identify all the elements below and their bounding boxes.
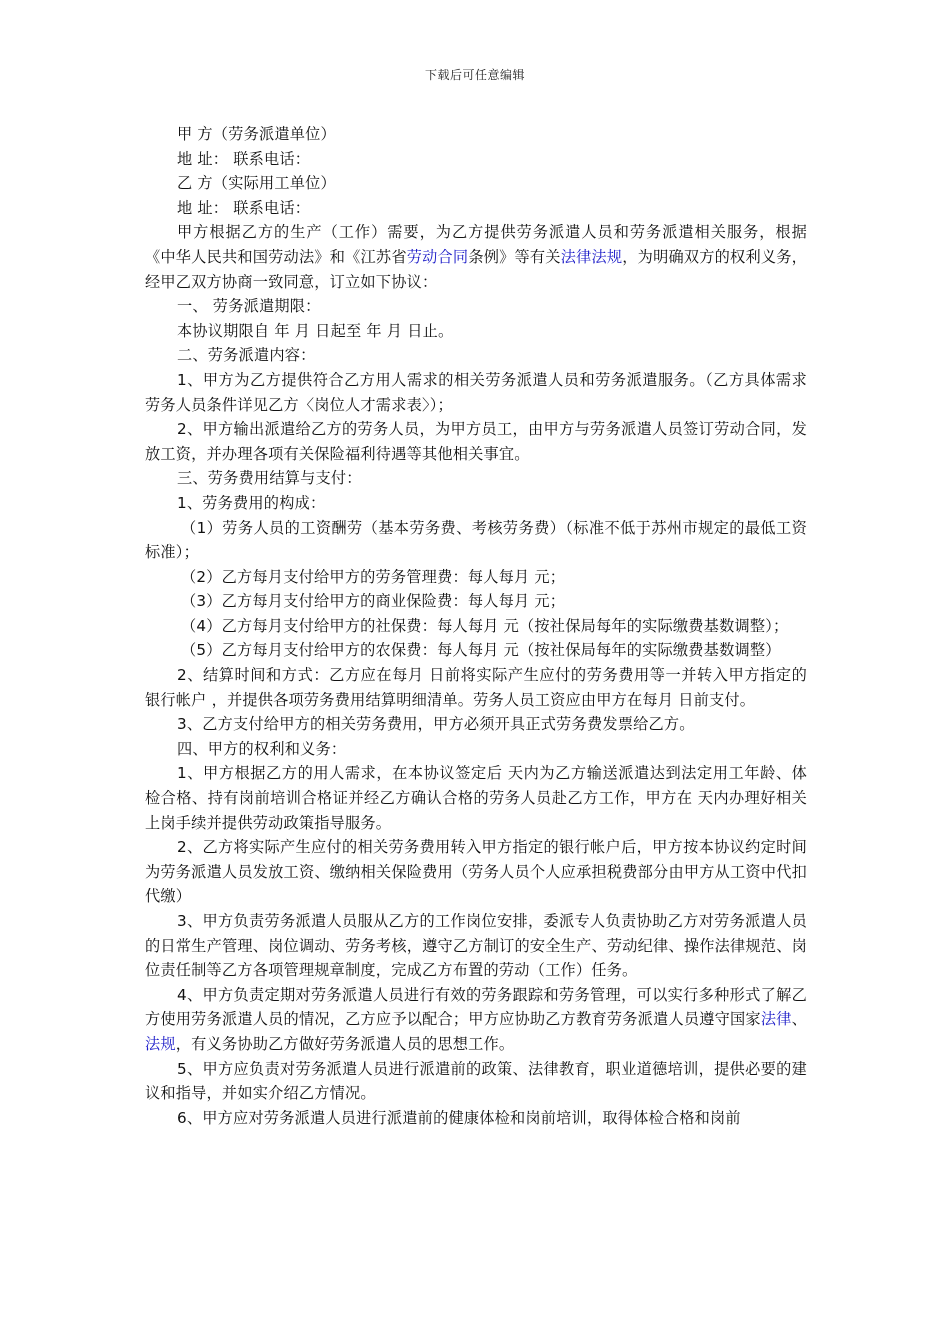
- section-3-item-1-sub-1: （1）劳务人员的工资酬劳（基本劳务费、考核劳务费）（标准不低于苏州市规定的最低工资标准）；: [145, 518, 807, 562]
- section-4-item-3: 3、甲方负责劳务派遣人员服从乙方的工作岗位安排，委派专人负责协助乙方对劳务派遣人员的日常生产管理、岗位调动、劳务考核，遵守乙方制订的安全生产、劳动纪律、操作法律规范、岗位责任制等乙方各项管理规章制度，完成乙方布置的劳动（工作）任务。: [145, 912, 807, 980]
- regulation-link[interactable]: 法规: [145, 1034, 176, 1053]
- section-3-item-1-sub-4: （4）乙方每月支付给甲方的社保费：每人每月 元（按社保局每年的实际缴费基数调整）；: [181, 616, 789, 635]
- laws-regulations-link[interactable]: 法律法规: [560, 247, 623, 266]
- preamble-text-2: 条例》等有关: [468, 247, 561, 266]
- preamble-text-1: 甲方根据乙方的生产（工作）需要，为乙方提供劳务派遣人员和劳务派遣相关服务，根据《中华人民共和国劳动法》和《江苏省: [145, 223, 807, 266]
- section-3-heading: 三、劳务费用结算与支付：: [177, 469, 362, 488]
- section-3-item-2: 2、结算时间和方式：乙方应在每月 日前将实际产生应付的劳务费用等一并转入甲方指定的银行帐户 ，并提供各项劳务费用结算明细清单。劳务人员工资应由甲方在每月 日前支付。: [145, 666, 807, 709]
- party-b-address-line: 地 址： 联系电话：: [177, 198, 311, 217]
- section-4-item-4-text-2: ，有义务协助乙方做好劳务派遣人员的思想工作。: [175, 1034, 515, 1053]
- section-1-heading: 一、 劳务派遣期限：: [177, 297, 321, 316]
- section-4-item-6: 6、甲方应对劳务派遣人员进行派遣前的健康体检和岗前培训，取得体检合格和岗前: [177, 1108, 741, 1127]
- section-3-item-1-sub-5: （5）乙方每月支付给甲方的农保费：每人每月 元（按社保局每年的实际缴费基数调整）: [181, 641, 781, 660]
- section-1-term: 本协议期限自 年 月 日起至 年 月 日止。: [177, 321, 454, 340]
- section-3-item-1-sub-3: （3）乙方每月支付给甲方的商业保险费：每人每月 元；: [181, 592, 566, 611]
- section-4-item-4-text-1: 4、甲方负责定期对劳务派遣人员进行有效的劳务跟踪和劳务管理，可以实行多种形式了解乙方使用劳务派遣人员的情况，乙方应予以配合；甲方应协助乙方教育劳务派遣人员遵守国家: [145, 985, 807, 1029]
- preamble-paragraph: [145, 220, 807, 294]
- preamble-text-3: ，为明确双方的权利义务，经甲乙双方协商一致同意，订立如下协议：: [145, 247, 808, 291]
- labor-contract-link[interactable]: 劳动合同: [406, 247, 469, 266]
- section-4-item-2: 2、乙方将实际产生应付的相关劳务费用转入甲方指定的银行帐户后，甲方按本协议约定时间为劳务派遣人员发放工资、缴纳相关保险费用（劳务人员个人应承担税费部分由甲方从工资中代扣代缴）: [145, 838, 807, 906]
- section-4-item-5: 5、甲方应负责对劳务派遣人员进行派遣前的政策、法律教育，职业道德培训，提供必要的建议和指导，并如实介绍乙方情况。: [145, 1059, 807, 1103]
- section-3-item-1-sub-2: （2）乙方每月支付给甲方的劳务管理费：每人每月 元；: [181, 567, 566, 586]
- section-4-item-1: 1、甲方根据乙方的用人需求，在本协议签定后 天内为乙方输送派遣达到法定用工年龄、体检合格、持有岗前培训合格证并经乙方确认合格的劳务人员赴乙方工作，甲方在 天内办理好相关上岗手续并提供劳动政策指导服务。: [145, 764, 807, 832]
- section-3-item-1: 1、劳务费用的构成：: [177, 493, 326, 512]
- section-2-item-1: 1、甲方为乙方提供符合乙方用人需求的相关劳务派遣人员和劳务派遣服务。（乙方具体需求劳务人员条件详见乙方〈岗位人才需求表〉）；: [145, 370, 807, 414]
- section-2-item-2: 2、甲方输出派遣给乙方的劳务人员，为甲方员工，由甲方与劳务派遣人员签订劳动合同，发放工资，并办理各项有关保险福利待遇等其他相关事宜。: [145, 420, 807, 463]
- section-4-heading: 四、甲方的权利和义务：: [177, 739, 347, 758]
- section-3-item-3: 3、乙方支付给甲方的相关劳务费用，甲方必须开具正式劳务费发票给乙方。: [177, 715, 695, 734]
- section-2-heading: 二、劳务派遣内容：: [177, 346, 316, 365]
- party-a-line: 甲 方（劳务派遣单位）: [177, 125, 336, 143]
- party-a-address-line: 地 址： 联系电话：: [177, 149, 311, 168]
- section-4-item-4-separator: 、: [791, 1010, 807, 1029]
- party-b-line: 乙 方（实际用工单位）: [177, 174, 336, 193]
- page-header: 下载后可任意编辑: [424, 68, 525, 82]
- law-link[interactable]: 法律: [760, 1010, 792, 1029]
- agreement-body: [145, 122, 807, 1130]
- section-4-item-4: [145, 983, 807, 1057]
